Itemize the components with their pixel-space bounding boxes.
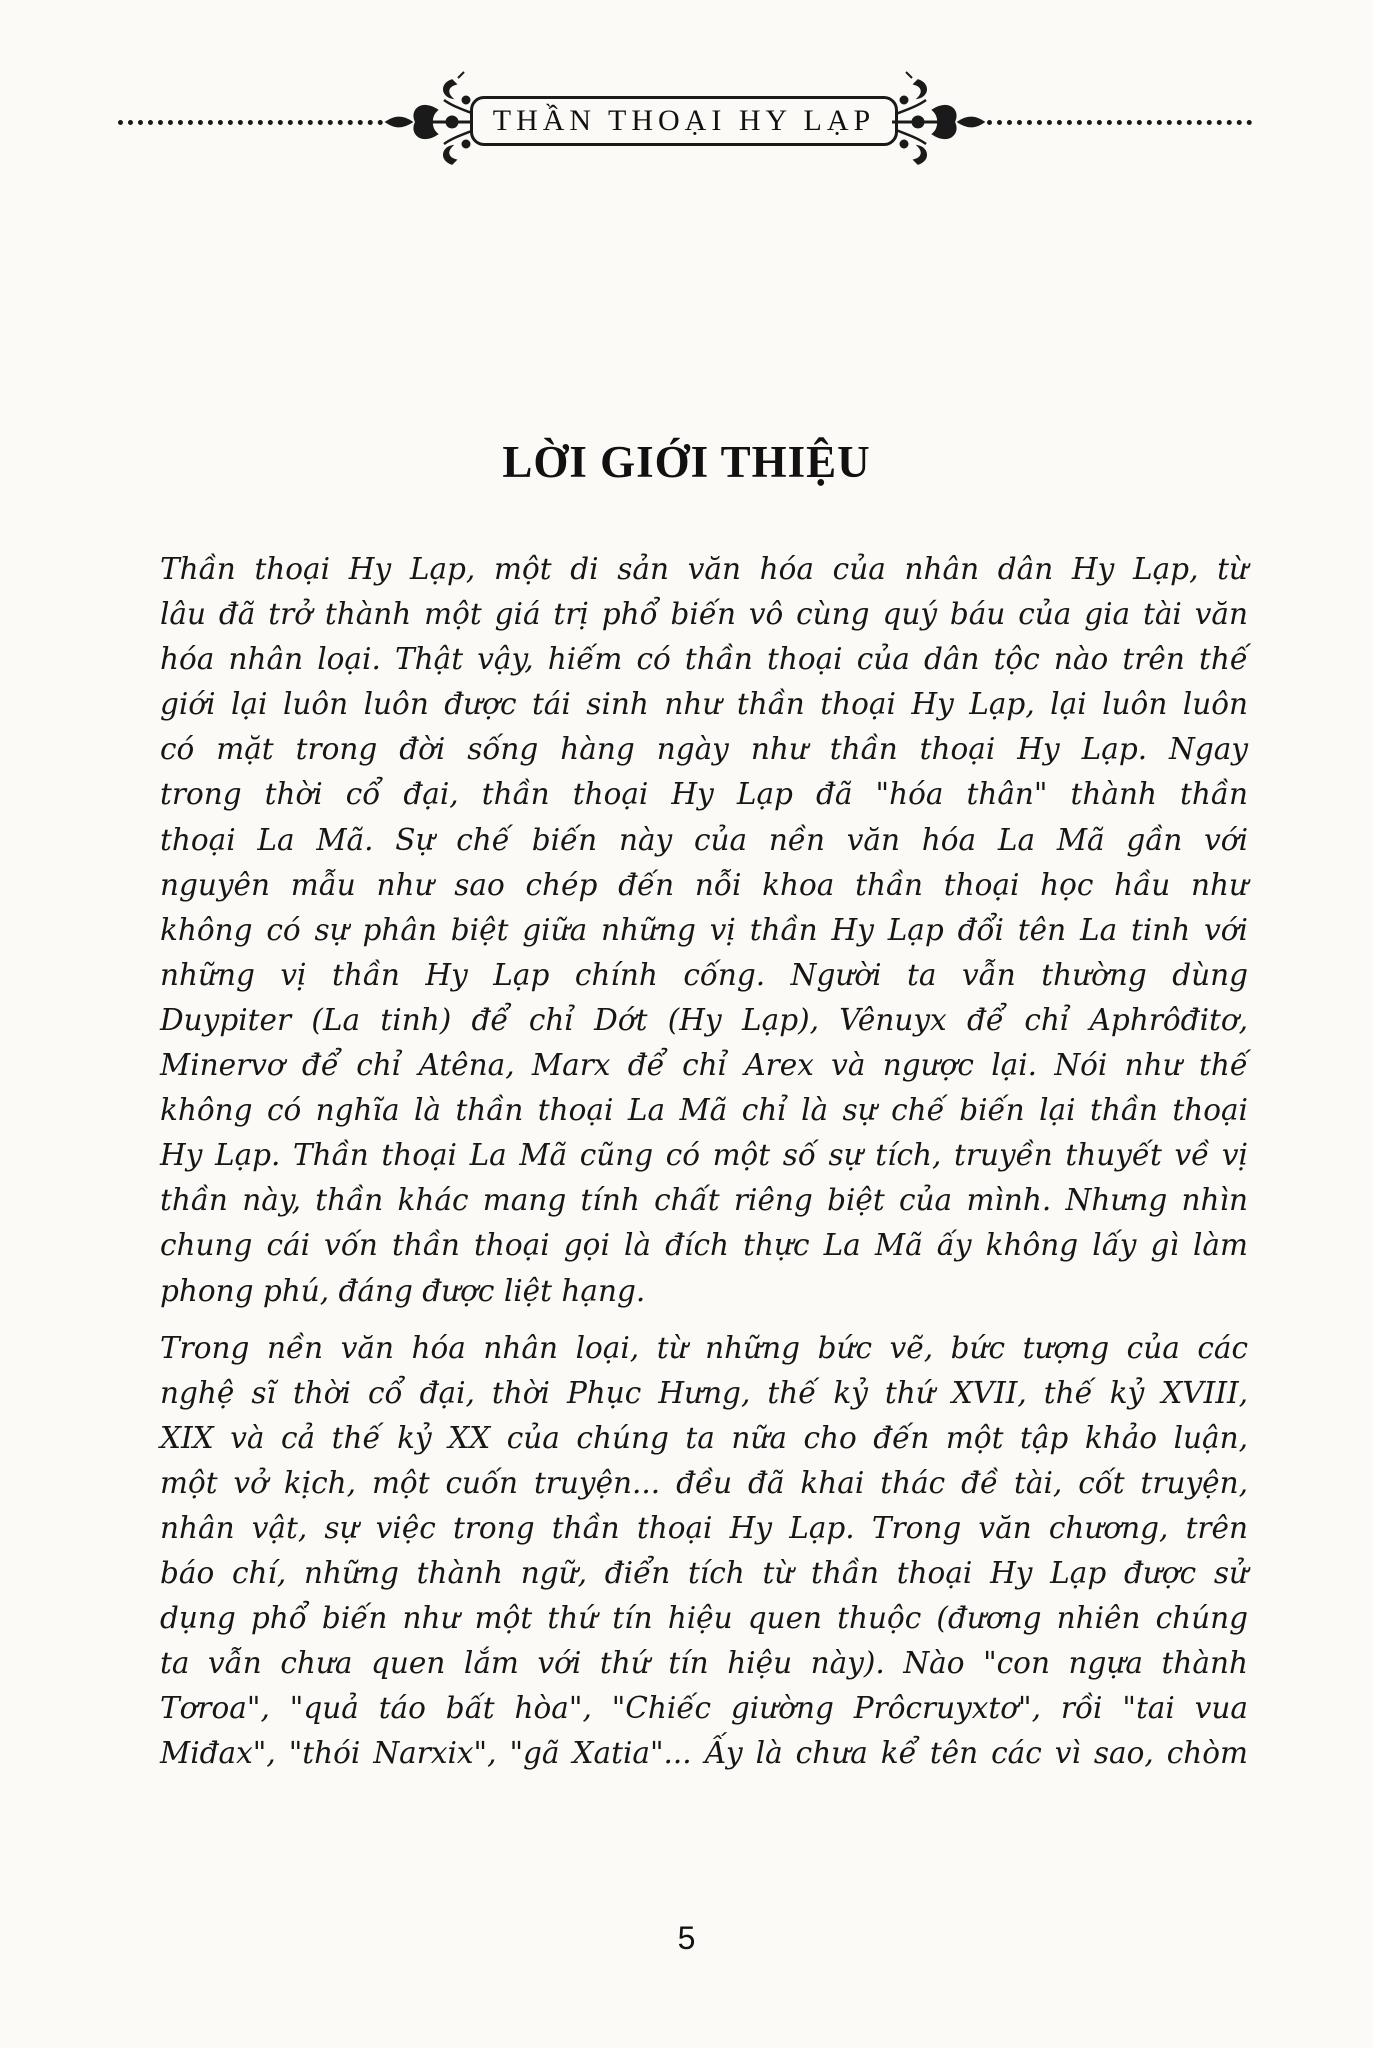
paragraph-2 [160, 1326, 1248, 1777]
body-text [160, 547, 1248, 1777]
text-line: phong phú, đáng được liệt hạng. [160, 1273, 646, 1308]
text-line: ta vẫn chưa quen lắm với thứ tín hiệu này). Nào "con ngựa thành [160, 1646, 1248, 1681]
paragraph-1 [160, 547, 1248, 1314]
text-line: Trong nền văn hóa nhân loại, từ những bức vẽ, bức tượng của các [160, 1330, 1248, 1365]
fleuron-ornament-icon [888, 70, 988, 180]
text-line: chung cái vốn thần thoại gọi là đích thực La Mã ấy không lấy gì làm [160, 1228, 1248, 1263]
paragraph-gap [160, 1314, 1248, 1326]
text-line: XIX và cả thế kỷ XX của chúng ta nữa cho đến một tập khảo luận, [160, 1420, 1248, 1455]
text-line: dụng phổ biến như một thứ tín hiệu quen thuộc (đương nhiên chúng [160, 1601, 1248, 1636]
dotted-rule-right [987, 120, 1252, 125]
text-line: có mặt trong đời sống hàng ngày như thần thoại Hy Lạp. Ngay [160, 732, 1248, 767]
text-line: nguyên mẫu như sao chép đến nỗi khoa thần thoại học hầu như [160, 867, 1248, 902]
header-title-frame [470, 96, 898, 146]
text-line: Miđax", "thói Narxix", "gã Xatia"... Ấy là chưa kể tên các vì sao, chòm [160, 1736, 1248, 1771]
running-header-title: THẦN THOẠI HY LẠP [492, 104, 876, 137]
text-line: nghệ sĩ thời cổ đại, thời Phục Hưng, thế kỷ thứ XVII, thế kỷ XVIII, [160, 1375, 1248, 1410]
text-line: không có sự phân biệt giữa những vị thần Hy Lạp đổi tên La tinh với [160, 912, 1248, 947]
text-line: những vị thần Hy Lạp chính cống. Người ta vẫn thường dùng [160, 957, 1248, 992]
text-line: Thần thoại Hy Lạp, một di sản văn hóa của nhân dân Hy Lạp, từ [160, 552, 1248, 586]
text-line: một vở kịch, một cuốn truyện... đều đã khai thác đề tài, cốt truyện, [160, 1465, 1248, 1500]
text-line: Duypiter (La tinh) để chỉ Dớt (Hy Lạp), Vênuyx để chỉ Aphrôđitơ, [160, 1002, 1248, 1037]
text-line: thoại La Mã. Sự chế biến này của nền văn hóa La Mã gần với [160, 822, 1248, 857]
text-line: không có nghĩa là thần thoại La Mã chỉ là sự chế biến lại thần thoại [160, 1093, 1248, 1128]
text-line: thần này, thần khác mang tính chất riêng biệt của mình. Nhưng nhìn [160, 1183, 1248, 1218]
text-line: nhân vật, sự việc trong thần thoại Hy Lạp. Trong văn chương, trên [160, 1510, 1248, 1545]
text-line: báo chí, những thành ngữ, điển tích từ thần thoại Hy Lạp được sử [160, 1556, 1248, 1591]
chapter-heading: LỜI GIỚI THIỆU [502, 437, 871, 487]
text-line: Minervơ để chỉ Atêna, Marx để chỉ Arex và ngược lại. Nói như thế [160, 1048, 1248, 1083]
running-header [110, 70, 1260, 180]
text-line: Tơroa", "quả táo bất hòa", "Chiếc giường Prôcruyxtơ", rồi "tai vua [160, 1691, 1248, 1726]
text-line: giới lại luôn luôn được tái sinh như thần thoại Hy Lạp, lại luôn luôn [160, 687, 1248, 722]
text-line: hóa nhân loại. Thật vậy, hiếm có thần thoại của dân tộc nào trên thế [160, 642, 1248, 677]
text-line: trong thời cổ đại, thần thoại Hy Lạp đã "hóa thân" thành thần [160, 777, 1248, 812]
text-line: Hy Lạp. Thần thoại La Mã cũng có một số sự tích, truyền thuyết về vị [160, 1138, 1248, 1173]
dotted-rule-left [118, 120, 383, 125]
fleuron-ornament-icon [382, 70, 482, 180]
text-line: lâu đã trở thành một giá trị phổ biến vô cùng quý báu của gia tài văn [160, 597, 1248, 632]
page-number: 5 [677, 1920, 696, 1956]
